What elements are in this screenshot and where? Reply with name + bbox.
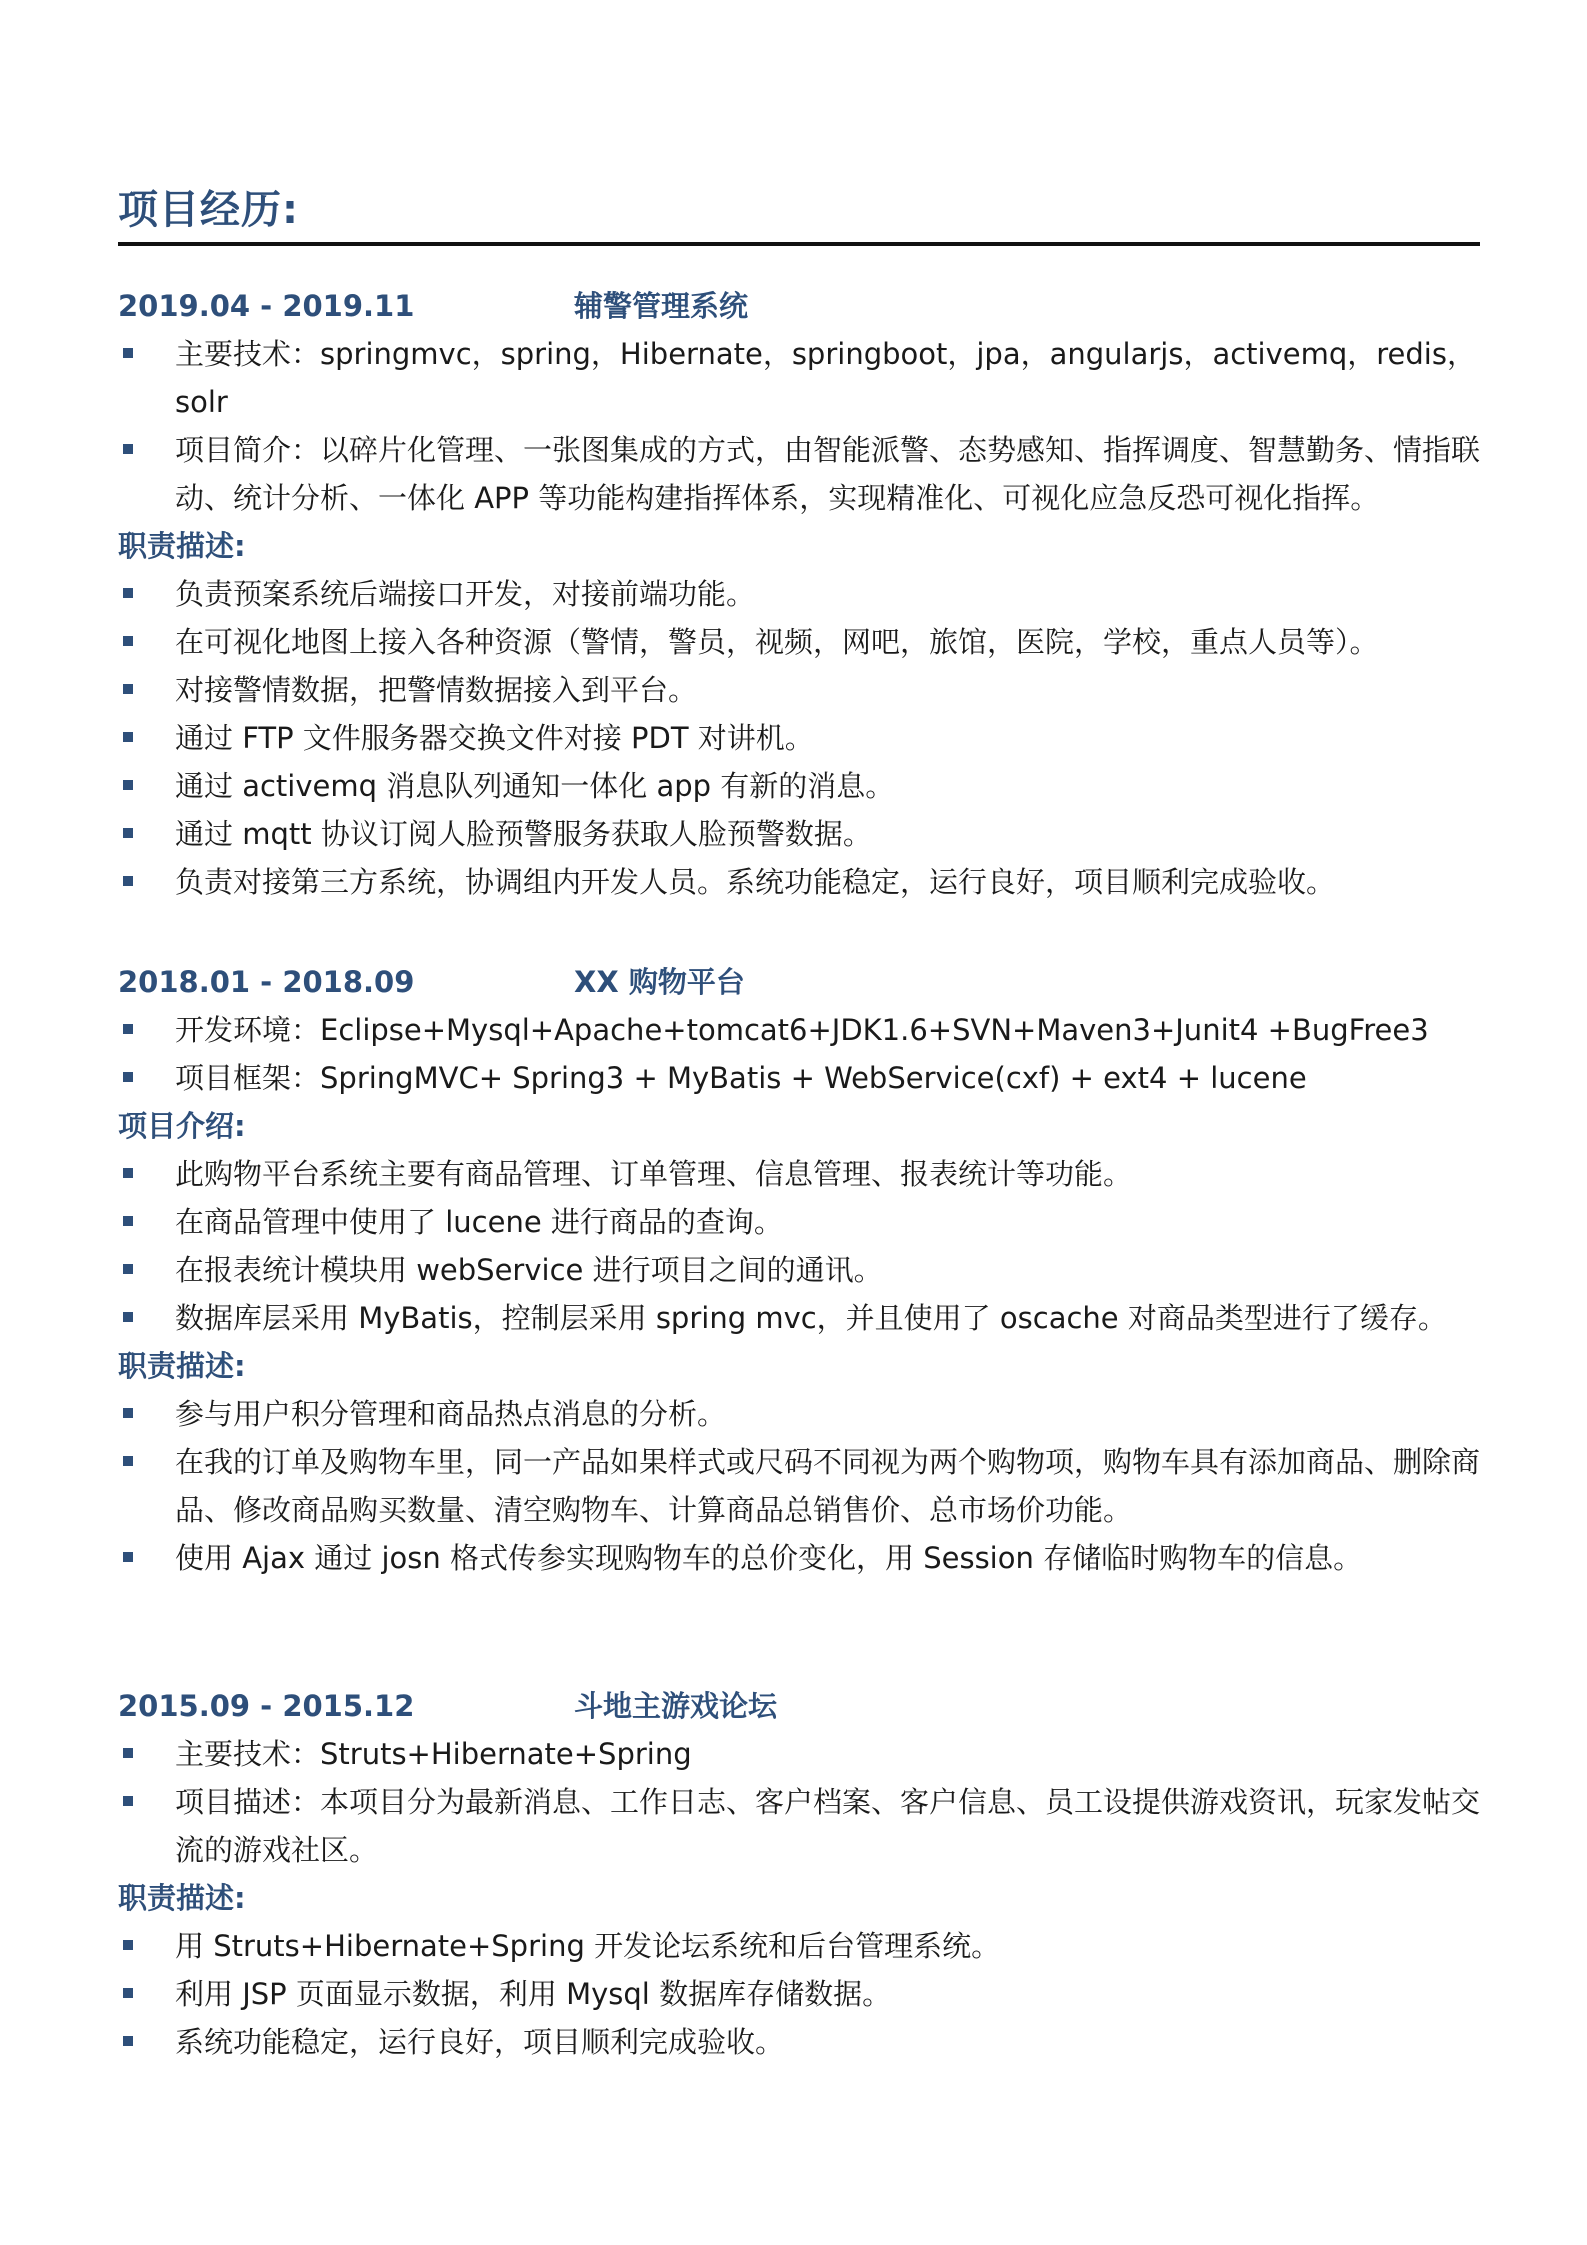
list-item-text: 通过 activemq 消息队列通知一体化 app 有新的消息。 [175,769,895,803]
bullet-icon [123,1408,133,1418]
list-item [118,1534,1480,1582]
list-item-text: 通过 mqtt 协议订阅人脸预警服务获取人脸预警数据。 [175,817,872,851]
list-item [118,1006,1480,1054]
bullet-icon [123,1216,133,1226]
list-item-text: 主要技术：springmvc，spring，Hibernate，springboot，jpa，angularjs，activemq，redis，solr [175,337,1476,419]
subsection-heading: 职责描述: [118,1349,246,1383]
list-item [118,1778,1480,1874]
bullet-icon [123,1312,133,1322]
bullet-icon [123,588,133,598]
bullet-icon [123,1988,133,1998]
responsibility-list [118,1922,1480,2066]
list-item-text: 此购物平台系统主要有商品管理、订单管理、信息管理、报表统计等功能。 [175,1157,1133,1191]
subsection-heading: 职责描述: [118,529,246,563]
bullet-icon [123,1940,133,1950]
list-item [118,570,1480,618]
list-item-text: 系统功能稳定，运行良好，项目顺利完成验收。 [175,2025,785,2059]
project-entry [118,958,1480,1582]
list-item-text: 在报表统计模块用 webService 进行项目之间的通讯。 [175,1253,883,1287]
list-item-text: 数据库层采用 MyBatis，控制层采用 spring mvc，并且使用了 oscache 对商品类型进行了缓存。 [175,1301,1447,1335]
list-item [118,1970,1480,2018]
list-item-text: 项目描述：本项目分为最新消息、工作日志、客户档案、客户信息、员工设提供游戏资讯，玩家发帖交流的游戏社区。 [175,1785,1481,1867]
responsibility-list [118,570,1480,906]
bullet-icon [123,828,133,838]
list-item-text: 负责预案系统后端接口开发，对接前端功能。 [175,577,756,611]
bullet-icon [123,348,133,358]
list-item [118,666,1480,714]
list-item [118,762,1480,810]
bullet-icon [123,444,133,454]
project-header [118,282,1480,330]
list-item-text: 用 Struts+Hibernate+Spring 开发论坛系统和后台管理系统。 [175,1929,1001,1963]
project-header [118,1682,1480,1730]
list-item [118,1294,1480,1342]
subsection-heading: 项目介绍: [118,1109,246,1143]
introduction-list [118,1150,1480,1342]
bullet-icon [123,1168,133,1178]
bullet-icon [123,684,133,694]
bullet-icon [123,1796,133,1806]
bullet-icon [123,1072,133,1082]
list-item [118,810,1480,858]
project-entry [118,282,1480,906]
list-item-text: 利用 JSP 页面显示数据，利用 Mysql 数据库存储数据。 [175,1977,892,2011]
list-item-text: 项目简介：以碎片化管理、一张图集成的方式，由智能派警、态势感知、指挥调度、智慧勤务、情指联动、统计分析、一体化 APP 等功能构建指挥体系，实现精准化、可视化应急反恐可视化指挥。 [175,433,1481,515]
bullet-icon [123,780,133,790]
list-item [118,1054,1480,1102]
list-item-text: 项目框架：SpringMVC+ Spring3 + MyBatis + WebService(cxf) + ext4 + lucene [175,1061,1307,1095]
list-item-text: 开发环境：Eclipse+Mysql+Apache+tomcat6+JDK1.6+SVN+Maven3+Junit4 +BugFree3 [175,1013,1429,1047]
list-item [118,858,1480,906]
bullet-icon [123,1552,133,1562]
list-item [118,2018,1480,2066]
bullet-icon [123,636,133,646]
list-item [118,714,1480,762]
list-item-text: 使用 Ajax 通过 josn 格式传参实现购物车的总价变化，用 Session 存储临时购物车的信息。 [175,1541,1363,1575]
bullet-icon [123,876,133,886]
list-item-text: 负责对接第三方系统，协调组内开发人员。系统功能稳定，运行良好，项目顺利完成验收。 [175,865,1336,899]
list-item [118,330,1480,426]
bullet-icon [123,1456,133,1466]
list-item [118,1246,1480,1294]
list-item [118,1922,1480,1970]
list-item [118,1198,1480,1246]
list-item [118,426,1480,522]
project-date: 2019.04 - 2019.11 [118,289,415,323]
bullet-icon [123,1024,133,1034]
section-divider [118,242,1480,246]
project-details [118,330,1480,522]
project-entry [118,1682,1480,2066]
project-name: XX 购物平台 [574,965,745,999]
list-item [118,1438,1480,1534]
list-item-text: 在商品管理中使用了 lucene 进行商品的查询。 [175,1205,783,1239]
list-item-text: 在可视化地图上接入各种资源（警情，警员，视频，网吧，旅馆，医院，学校，重点人员等）。 [175,625,1379,659]
list-item-text: 参与用户积分管理和商品热点消息的分析。 [175,1397,727,1431]
project-date: 2015.09 - 2015.12 [118,1689,415,1723]
list-item-text: 在我的订单及购物车里，同一产品如果样式或尺码不同视为两个购物项，购物车具有添加商品、删除商品、修改商品购买数量、清空购物车、计算商品总销售价、总市场价功能。 [175,1445,1481,1527]
project-header [118,958,1480,1006]
list-item [118,618,1480,666]
bullet-icon [123,1264,133,1274]
list-item-text: 对接警情数据，把警情数据接入到平台。 [175,673,698,707]
list-item [118,1150,1480,1198]
project-name: 辅警管理系统 [574,289,749,323]
list-item [118,1730,1480,1778]
project-name: 斗地主游戏论坛 [574,1689,778,1723]
responsibility-list [118,1390,1480,1582]
list-item-text: 通过 FTP 文件服务器交换文件对接 PDT 对讲机。 [175,721,814,755]
list-item-text: 主要技术：Struts+Hibernate+Spring [175,1737,692,1771]
section-title: 项目经历: [118,187,299,233]
list-item [118,1390,1480,1438]
bullet-icon [123,732,133,742]
project-details [118,1730,1480,1874]
bullet-icon [123,2036,133,2046]
bullet-icon [123,1748,133,1758]
project-details [118,1006,1480,1102]
subsection-heading: 职责描述: [118,1881,246,1915]
project-date: 2018.01 - 2018.09 [118,965,415,999]
